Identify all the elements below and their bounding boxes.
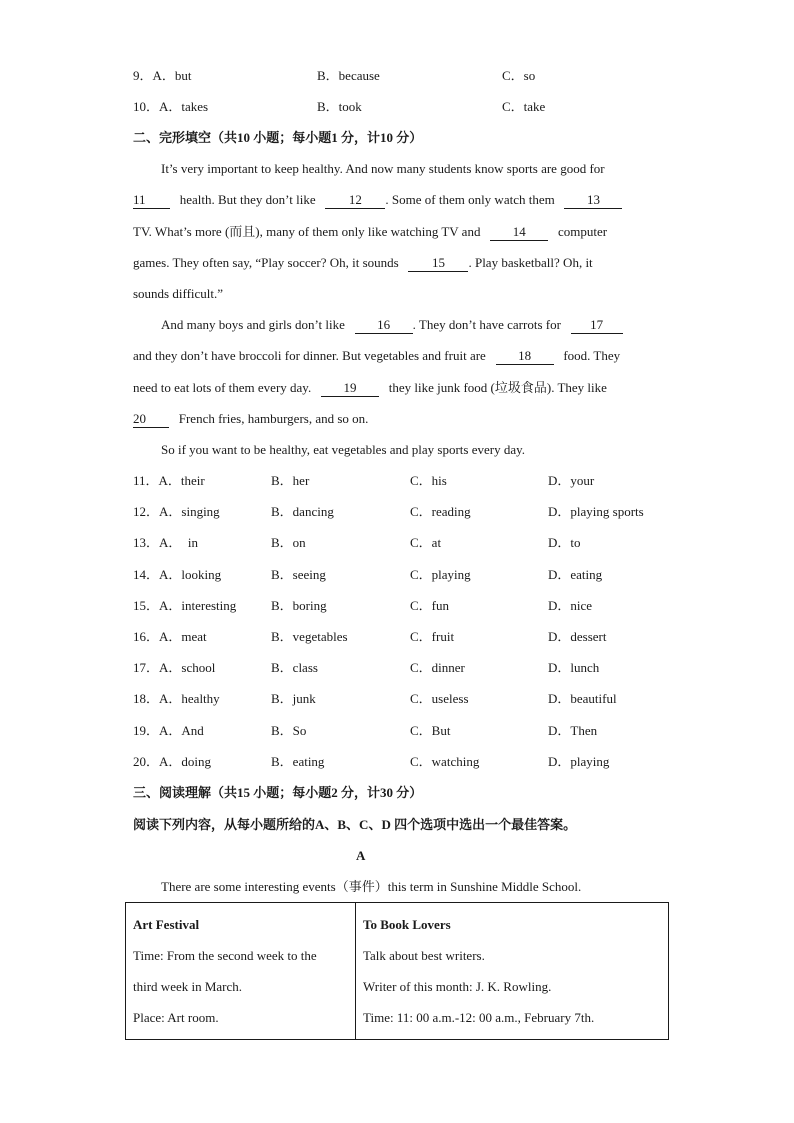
question-number: 19． (133, 723, 160, 738)
event-cell-book-lovers (356, 903, 669, 1040)
option-c: C．reading (410, 504, 471, 519)
passage-line: 11 health. But they don’t like 12 . Some of them only watch them 13 (133, 190, 622, 210)
option-a (133, 752, 211, 772)
option-b: B．her (271, 473, 310, 488)
blank-17: 17 (571, 317, 623, 334)
option-d: D．nice (548, 598, 593, 613)
option-c: C．playing (410, 567, 471, 582)
option-a (133, 471, 205, 491)
option-text: A．healthy (159, 691, 220, 706)
passage-label: A (356, 848, 366, 863)
option-c: C．his (410, 473, 447, 488)
option-d: D．playing (548, 754, 610, 769)
option-c: C．dinner (410, 660, 465, 675)
passage-line: need to eat lots of them every day. 19 they like junk food (垃圾食品). They like (133, 380, 607, 395)
option-text: A． in (159, 535, 199, 550)
option-d: D．playing sports (548, 504, 644, 519)
option-text: A．their (158, 473, 205, 488)
blank-18: 18 (496, 348, 554, 365)
option-b: B．class (271, 660, 318, 675)
option-text: A．school (159, 660, 216, 675)
option-text: A．And (159, 723, 204, 738)
question-number: 12． (133, 504, 160, 519)
option-a (133, 502, 220, 522)
event-detail: Time: From the second week to the (133, 948, 317, 963)
blank-16: 16 (355, 317, 413, 334)
option-b: B．eating (271, 754, 325, 769)
question-number: 15． (133, 598, 160, 613)
question-row (0, 97, 794, 117)
option-b: B．vegetables (271, 629, 348, 644)
passage-line: It’s very important to keep healthy. And now many students know sports are good for (161, 161, 605, 176)
question-row (0, 721, 794, 741)
option-d: D．beautiful (548, 691, 617, 706)
option-b: B．junk (271, 691, 316, 706)
question-number: 11． (133, 473, 159, 488)
passage-line: So if you want to be healthy, eat vegetables and play sports every day. (161, 442, 526, 457)
blank-20: 20 (133, 411, 169, 428)
question-number: 14． (133, 567, 160, 582)
option-d: D．lunch (548, 660, 600, 675)
question-row (0, 689, 794, 709)
blank-14: 14 (490, 224, 548, 241)
passage-line: And many boys and girls don’t like 16 . They don’t have carrots for 17 (161, 315, 623, 335)
question-number: 20． (133, 754, 160, 769)
event-detail: Writer of this month: J. K. Rowling. (363, 979, 552, 994)
question-number: 18． (133, 691, 160, 706)
question-row (0, 471, 794, 491)
option-d: D．your (548, 473, 595, 488)
passage-intro: There are some interesting events（事件）this term in Sunshine Middle School. (161, 879, 582, 894)
question-row (0, 533, 794, 553)
blank-19: 19 (321, 380, 379, 397)
option-a (133, 721, 204, 741)
event-title: To Book Lovers (363, 917, 451, 932)
event-detail: third week in March. (133, 979, 243, 994)
option-c: C．useless (410, 691, 469, 706)
option-text: A．interesting (159, 598, 237, 613)
option-d: D．dessert (548, 629, 607, 644)
passage-line: 20 French fries, hamburgers, and so on. (133, 411, 369, 426)
option-c: C．But (410, 723, 451, 738)
option-text: A．meat (159, 629, 207, 644)
option-a (133, 596, 236, 616)
blank-11: 11 (133, 192, 170, 209)
question-row (0, 627, 794, 647)
option-b: B．So (271, 723, 307, 738)
option-a (133, 533, 198, 553)
option-a (133, 627, 207, 647)
passage-line: sounds difficult.” (133, 286, 224, 301)
option-a (133, 565, 221, 585)
section-heading: 三、阅读理解（共15 小题；每小题2 分，计30 分） (133, 785, 423, 800)
option-b: B．dancing (271, 504, 334, 519)
option-d: D．to (548, 535, 581, 550)
option-c: C．fun (410, 598, 450, 613)
option-b: B．took (317, 99, 362, 114)
blank-13: 13 (564, 192, 622, 209)
question-number: 10． (133, 99, 160, 114)
question-number: 13． (133, 535, 160, 550)
passage-line: games. They often say, “Play soccer? Oh, it sounds 15 . Play basketball? Oh, it (133, 255, 593, 270)
question-number: 16． (133, 629, 160, 644)
option-a: A．but (152, 68, 192, 83)
option-a (133, 658, 215, 678)
question-number: 9． (133, 68, 153, 83)
question-row (0, 658, 794, 678)
option-a (133, 689, 220, 709)
option-c: C．fruit (410, 629, 455, 644)
passage-line: and they don’t have broccoli for dinner. But vegetables and fruit are 18 food. They (133, 348, 621, 363)
option-d: D．eating (548, 567, 603, 582)
event-detail: Talk about best writers. (363, 948, 485, 963)
option-c: C．take (502, 99, 546, 114)
blank-12: 12 (325, 192, 385, 209)
option-c: C．watching (410, 754, 480, 769)
events-table (125, 902, 669, 1040)
question-row (0, 66, 794, 86)
instruction-text: 阅读下列内容，从每小题所给的A、B、C、D 四个选项中选出一个最佳答案。 (133, 817, 577, 832)
option-d: D．Then (548, 723, 598, 738)
option-a: A．takes (159, 99, 209, 114)
option-b: B．on (271, 535, 306, 550)
option-c: C．so (502, 68, 536, 83)
option-c: C．at (410, 535, 442, 550)
option-b: B．seeing (271, 567, 326, 582)
event-cell-art-festival (126, 903, 356, 1040)
passage-line: TV. What’s more (而且), many of them only like watching TV and 14 computer (133, 224, 608, 239)
blank-15: 15 (408, 255, 468, 272)
option-b: B．because (317, 68, 380, 83)
event-detail: Place: Art room. (133, 1010, 219, 1025)
option-text: A．doing (159, 754, 212, 769)
section-heading: 二、完形填空（共10 小题；每小题1 分，计10 分） (133, 130, 423, 145)
question-number: 17． (133, 660, 160, 675)
question-row (0, 565, 794, 585)
option-b: B．boring (271, 598, 327, 613)
option-text: A．singing (159, 504, 220, 519)
event-detail: Time: 11: 00 a.m.-12: 00 a.m., February 7th. (363, 1010, 595, 1025)
question-row (0, 596, 794, 616)
option-text: A．looking (159, 567, 222, 582)
event-title: Art Festival (133, 917, 200, 932)
question-row (0, 752, 794, 772)
question-row (0, 502, 794, 522)
